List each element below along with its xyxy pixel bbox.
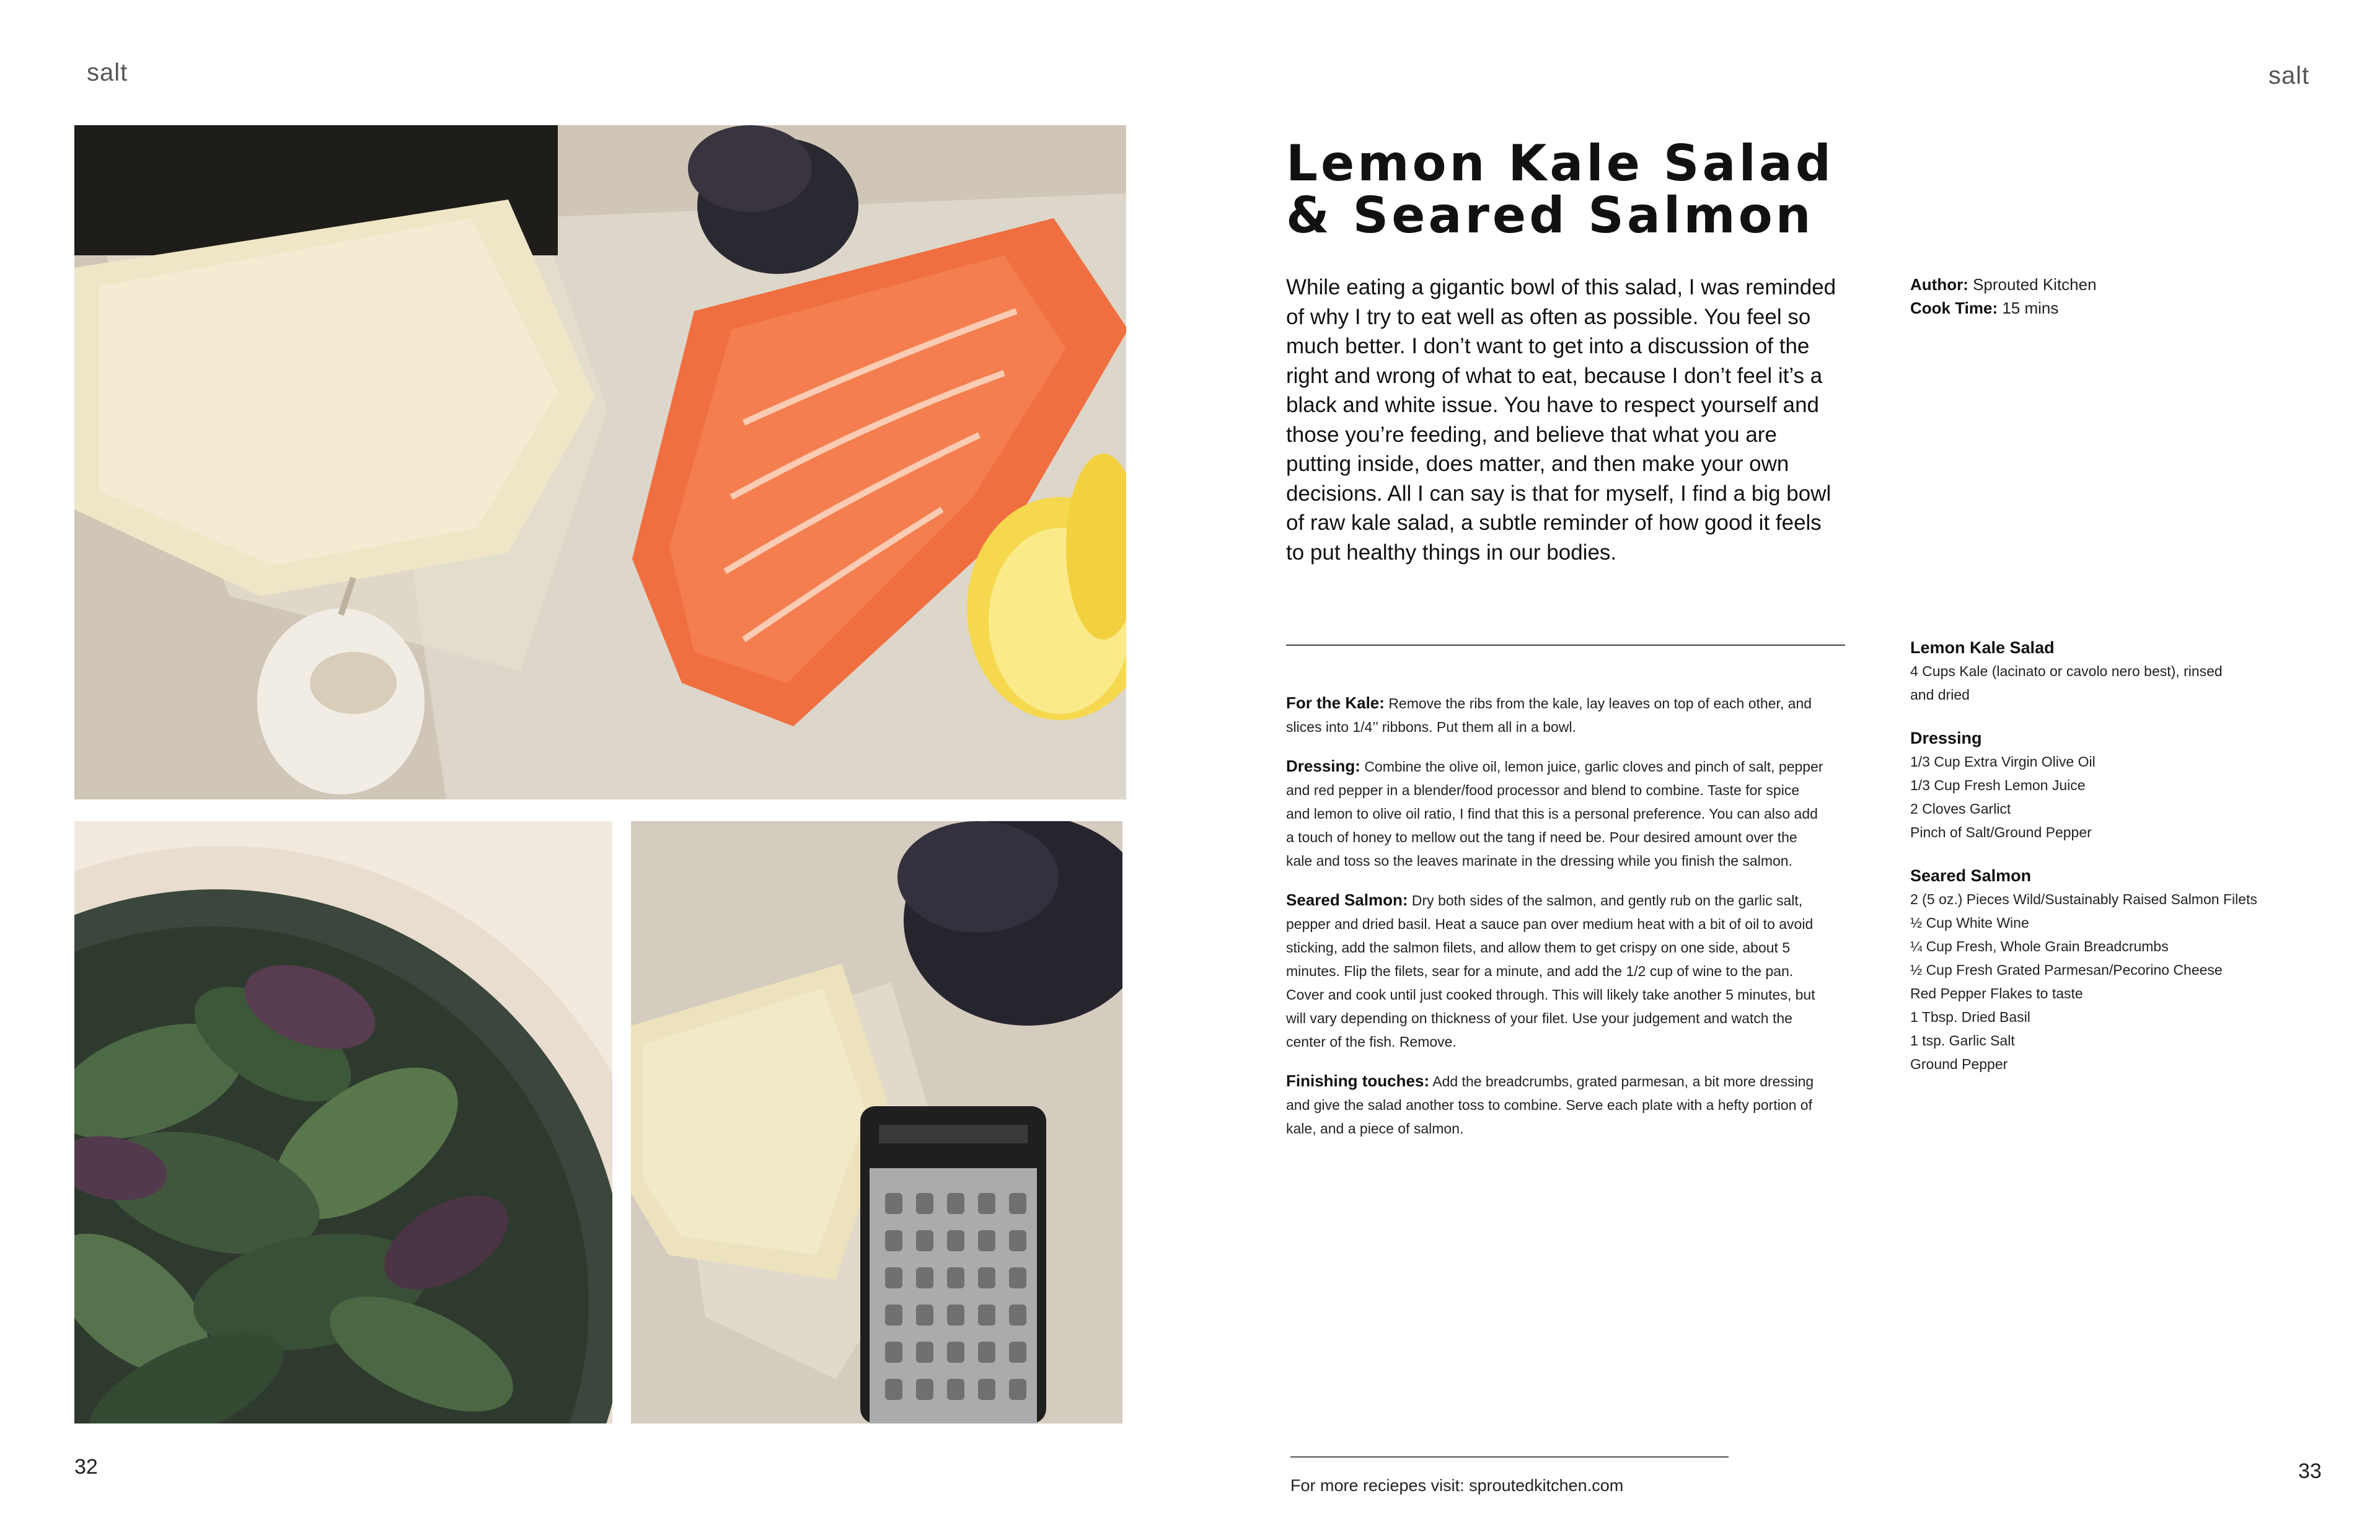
title-line-2: & Seared Salmon — [1286, 187, 1814, 244]
ingredient-item: 2 Cloves Garlict — [1910, 801, 2011, 817]
recipe-intro: While eating a gigantic bowl of this salad, I was reminded of why I try to eat well as often as possible. You feel so much better. I don’t want to get into a discussion of the right and wrong of what to eat, because I don’t feel it’s a black and white issue. You have to respect yourself and those you’re feeding, and believe that what you are putting inside, does matter, and then make your own decisions. All I can say is that for myself, I find a big bowl of raw kale salad, a subtle reminder of how good it feels to put healthy things in our bodies. — [1286, 275, 1836, 565]
author-label: Author: — [1910, 275, 1968, 294]
ingredient-group-heading: Lemon Kale Salad — [1910, 638, 2055, 657]
method-step-kale — [1286, 691, 1825, 739]
method-step-text: Dry both sides of the salmon, and gently rub on the garlic salt, pepper and dried basil. Heat a sauce pan over medium heat with a bit of oil to avoid sticking, add the salmon filets, and allow them to get crispy on one side, about 5 minutes. Flip the filets, sear for a minute, and add the 1/2 cup of wine to the pan. Cover and cook until just cooked through. This will likely take another 5 minutes, but will vary depending on thickness of your filet. Use your judgement and watch the center of the fish. Remove. — [1286, 892, 1815, 1050]
ingredient-group-heading: Dressing — [1910, 729, 1982, 747]
method-step-finishing — [1286, 1069, 1825, 1140]
ingredient-item: ½ Cup Fresh Grated Parmesan/Pecorino Cheese — [1910, 962, 2223, 978]
cook-time-line — [1910, 296, 2257, 320]
ingredients-list — [1910, 636, 2319, 1096]
author-line — [1910, 273, 2257, 296]
grater-photo — [631, 821, 1122, 1423]
footer-link-note[interactable]: For more reciepes visit: sproutedkitchen.com — [1290, 1476, 1624, 1495]
running-head-right: salt — [2268, 62, 2310, 89]
ingredient-item: ¼ Cup Fresh, Whole Grain Breadcrumbs — [1910, 938, 2169, 954]
section-divider — [1286, 645, 1845, 646]
ingredient-item: 4 Cups Kale (lacinato or cavolo nero best), rinsed — [1910, 663, 2223, 679]
method-step-label: Finishing touches: — [1286, 1071, 1430, 1090]
ingredient-group-heading: Seared Salmon — [1910, 866, 2032, 885]
cook-time-value: 15 mins — [2002, 299, 2059, 317]
ingredient-group — [1910, 659, 2319, 706]
ingredient-item: 1 Tbsp. Dried Basil — [1910, 1009, 2030, 1025]
ingredient-item: 1/3 Cup Extra Virgin Olive Oil — [1910, 754, 2096, 770]
method-step-text: Combine the olive oil, lemon juice, garlic cloves and pinch of salt, pepper and red pepper in a blender/food processor and blend to combine. Taste for spice and lemon to olive oil ratio, I find that this is a personal preference. You can also add a touch of honey to mellow out the tang if need be. Pour desired amount over the kale and toss so the leaves marinate in the dressing while you finish the salmon. — [1286, 759, 1823, 869]
ingredient-item: Red Pepper Flakes to taste — [1910, 985, 2083, 1001]
method-step-salmon — [1286, 888, 1825, 1054]
ingredient-item: Ground Pepper — [1910, 1056, 2008, 1072]
ingredient-item: and dried — [1910, 687, 1970, 703]
recipe-title — [1286, 134, 1906, 244]
ingredient-group — [1910, 887, 2319, 1076]
page-number-left: 32 — [74, 1455, 98, 1479]
ingredient-item: ½ Cup White Wine — [1910, 915, 2029, 931]
method-step-label: Seared Salmon: — [1286, 891, 1408, 909]
author-value: Sprouted Kitchen — [1973, 275, 2097, 294]
method-step-label: For the Kale: — [1286, 693, 1385, 712]
footer-divider — [1290, 1456, 1729, 1458]
kale-bowl-photo — [74, 821, 612, 1423]
ingredient-item: Pinch of Salt/Ground Pepper — [1910, 824, 2092, 840]
ingredient-group — [1910, 750, 2319, 844]
method-steps — [1286, 691, 1825, 1156]
page-number-right: 33 — [2298, 1459, 2322, 1483]
method-step-text: Remove the ribs from the kale, lay leaves on top of each other, and slices into 1/4’’ ribbons. Put them all in a bowl. — [1286, 695, 1812, 735]
ingredient-item: 1/3 Cup Fresh Lemon Juice — [1910, 777, 2086, 793]
method-step-dressing — [1286, 754, 1825, 873]
recipe-meta — [1910, 273, 2257, 320]
title-line-1: Lemon Kale Salad — [1286, 134, 1835, 192]
cook-time-label: Cook Time: — [1910, 299, 1998, 317]
method-step-text: Add the breadcrumbs, grated parmesan, a bit more dressing and give the salad another toss to combine. Serve each plate with a hefty portion of kale, and a piece of salmon. — [1286, 1073, 1814, 1137]
ingredient-item: 2 (5 oz.) Pieces Wild/Sustainably Raised Salmon Filets — [1910, 891, 2257, 907]
method-step-label: Dressing: — [1286, 757, 1360, 775]
running-head-left: salt — [87, 59, 128, 86]
salmon-photo — [74, 125, 1126, 799]
ingredient-item: 1 tsp. Garlic Salt — [1910, 1032, 2015, 1049]
